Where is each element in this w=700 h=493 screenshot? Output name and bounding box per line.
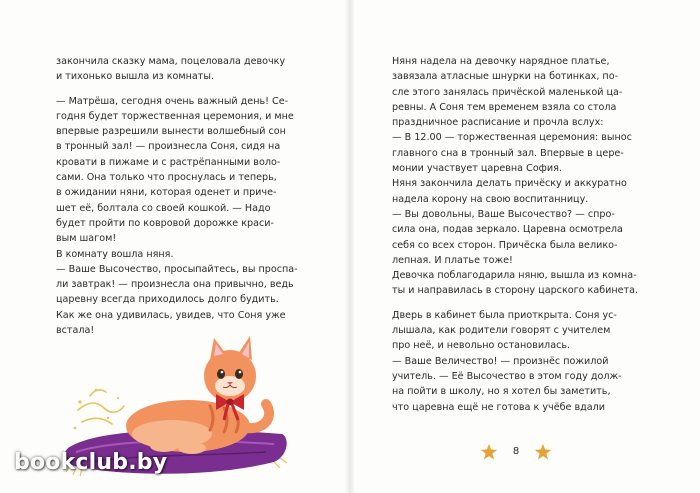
text-line: будет пройти по ковровой дорожке краси- [56, 217, 274, 229]
text-line: царевну всегда приходилось долго будить. [56, 294, 279, 306]
text-line: Няня закончила делать причёску и аккуратно [392, 178, 627, 190]
text-line: — В 12.00 — торжественная церемония: вынос [392, 132, 632, 144]
text-line: Дверь в кабинет была приоткрыта. Соня ус- [392, 309, 617, 321]
text-line: сами. Она только что проснулась и теперь, [56, 172, 277, 184]
text-line: Девочка поблагодарила няню, вышла из комна- [392, 270, 637, 282]
page-footer [480, 443, 552, 463]
text-line: сле этого занялась причёской маленькой ца- [392, 86, 623, 98]
text-line: учитель. — Её Высочество в этом году долж- [392, 370, 622, 382]
text-line: кровати в пижаме и с растрёпанными воло- [56, 156, 281, 168]
text-line: что царевна ещё не готова к учёбе вдали [392, 401, 605, 413]
text-line: — Ваше Высочество, просыпайтесь, вы проспа- [56, 263, 298, 275]
paragraph-gap [392, 299, 638, 308]
watermark: bookclub.by [14, 450, 168, 475]
text-line: главного сна в тронный зал. Впервые в цере- [392, 147, 624, 159]
paragraph-gap [56, 85, 298, 94]
text-line: — Вы довольны, Ваше Высочество? — спро- [392, 208, 615, 220]
right-page-text [392, 54, 638, 415]
text-line: завязала атласные шнурки на ботинках, по- [392, 71, 619, 83]
text-line: ревны. А Соня тем временем взяла со стола [392, 101, 617, 113]
book-gutter [345, 0, 355, 493]
text-line: и тихонько вышла из комнаты. [56, 71, 215, 83]
text-line: — Ваше Величество! — произнёс пожилой [392, 355, 609, 367]
text-line: закончила сказку мама, поцеловала девочку [56, 56, 286, 67]
text-line: — Матрёша, сегодня очень важный день! Се- [56, 95, 289, 107]
sparkles-icon [78, 390, 124, 424]
text-line: ли завтрак! — произнесла она привычно, ведь [56, 279, 294, 291]
text-line: монии участвует царевна София. [392, 163, 562, 175]
text-line: встала! [56, 325, 95, 337]
text-line: Как же она удивилась, увидев, что Соня уже [56, 309, 286, 321]
left-page-text [56, 54, 298, 338]
page-number: 8 [512, 446, 520, 457]
text-line: себя со всех сторон. Причёска была велико- [392, 239, 618, 251]
text-line: впервые разрешили вынести волшебный сон [56, 126, 286, 138]
text-line: про неё, и невольно остановилась. [392, 340, 571, 352]
text-line: в тронный зал! — произнесла Соня, сидя на [56, 141, 281, 153]
text-line: лепная. И платье тоже! [392, 254, 513, 266]
text-line: на пойти в школу, но я хотел бы заметить, [392, 386, 611, 398]
text-line: надела корону на свою воспитанницу. [392, 193, 589, 205]
text-line: вым шагом! [56, 233, 117, 245]
text-line: лышала, как родители говорят с учителем [392, 325, 611, 337]
text-line: ты и направилась в сторону царского кабинета. [392, 285, 639, 297]
text-line: Няня надела на девочку нарядное платье, [392, 56, 610, 67]
text-line: праздничное расписание и прочла вслух: [392, 117, 604, 129]
star-icon [480, 443, 498, 461]
text-line: шет её, болтала со своей кошкой. — Надо [56, 202, 271, 214]
text-line: годня будет торжественная церемония, и мне [56, 110, 294, 122]
text-line: сила она, подав зеркало. Царевна осмотрела [392, 224, 623, 236]
text-line: в ожидании няни, которая оденет и приче- [56, 187, 277, 199]
text-line: В комнату вошла няня. [56, 248, 174, 260]
star-icon [534, 443, 552, 461]
